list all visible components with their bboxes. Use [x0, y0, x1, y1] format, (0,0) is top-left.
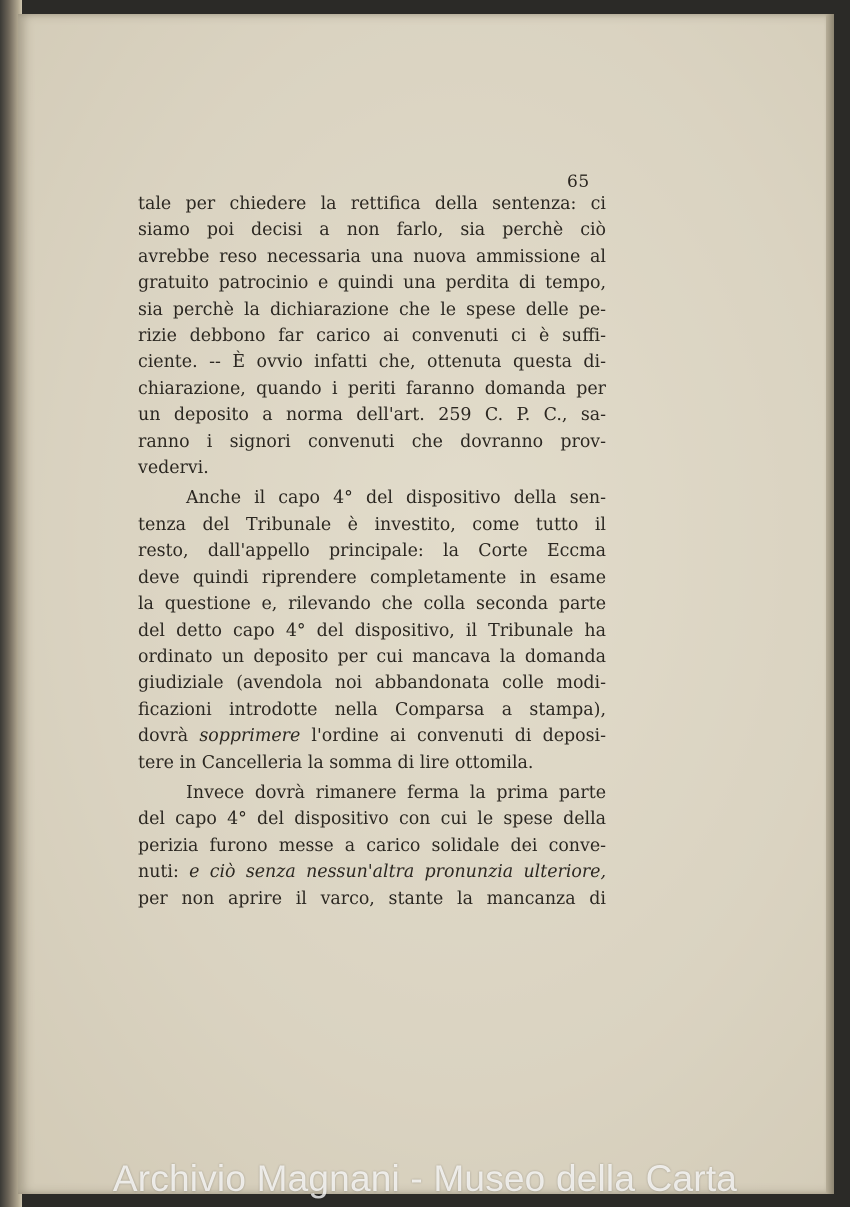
text-line: avrebbe reso necessaria una nuova ammissione al [138, 246, 606, 267]
page-number: 65 [567, 172, 590, 192]
text-line: rizie debbono far carico ai convenuti ci è suffi- [138, 326, 606, 347]
text-line: gratuito patrocinio e quindi una perdita di tempo, [138, 273, 606, 294]
text-line: resto, dall'appello principale: la Corte Eccma [138, 541, 606, 562]
italic-text: e ciò senza nessun'altra pronunzia ulteriore, [189, 862, 607, 883]
text-line: perizia furono messe a carico solidale dei conve- [138, 835, 606, 856]
paragraph-1 [138, 191, 606, 481]
text-line: ficazioni introdotte nella Comparsa a stampa), [138, 699, 606, 720]
text-line: Invece dovrà rimanere ferma la prima parte [186, 782, 606, 803]
text-line: sia perchè la dichiarazione che le spese delle pe- [138, 299, 606, 320]
text-line: tere in Cancelleria la somma di lire ottomila. [138, 752, 534, 773]
text-line: giudiziale (avendola noi abbandonata colle modi- [138, 673, 606, 694]
text-line: nuti: e ciò senza nessun'altra pronunzia ulteriore, [138, 862, 607, 883]
text-line: vedervi. [138, 458, 209, 479]
text-line: ciente. -- È ovvio infatti che, ottenuta questa di- [138, 352, 606, 373]
text-line: ranno i signori convenuti che dovranno prov- [138, 431, 606, 452]
body-text [138, 191, 606, 912]
text-line: chiarazione, quando i periti faranno domanda per [138, 378, 606, 399]
text-line: la questione e, rilevando che colla seconda parte [138, 594, 606, 615]
text-line: Anche il capo 4° del dispositivo della sen- [186, 488, 606, 509]
paragraph-3 [138, 780, 606, 912]
page-edge [826, 14, 834, 1194]
text-line: deve quindi riprendere completamente in esame [138, 567, 606, 588]
paragraph-2 [138, 485, 606, 775]
italic-text: sopprimere [199, 726, 301, 747]
text-line: ordinato un deposito per cui mancava la domanda [138, 646, 606, 667]
text-line: tenza del Tribunale è investito, come tutto il [138, 514, 606, 535]
text-line: del capo 4° del dispositivo con cui le spese della [138, 809, 606, 830]
text-line: per non aprire il varco, stante la mancanza di [138, 888, 606, 909]
text-line: tale per chiedere la rettifica della sentenza: ci [138, 194, 606, 214]
archive-watermark: Archivio Magnani - Museo della Carta [112, 1158, 738, 1199]
text-line: dovrà sopprimere l'ordine ai convenuti di deposi- [138, 726, 606, 747]
text-line: un deposito a norma dell'art. 259 C. P. C., sa- [138, 405, 606, 426]
text-line: siamo poi decisi a non farlo, sia perchè ciò [138, 220, 606, 241]
text-line: del detto capo 4° del dispositivo, il Tribunale ha [138, 620, 606, 641]
